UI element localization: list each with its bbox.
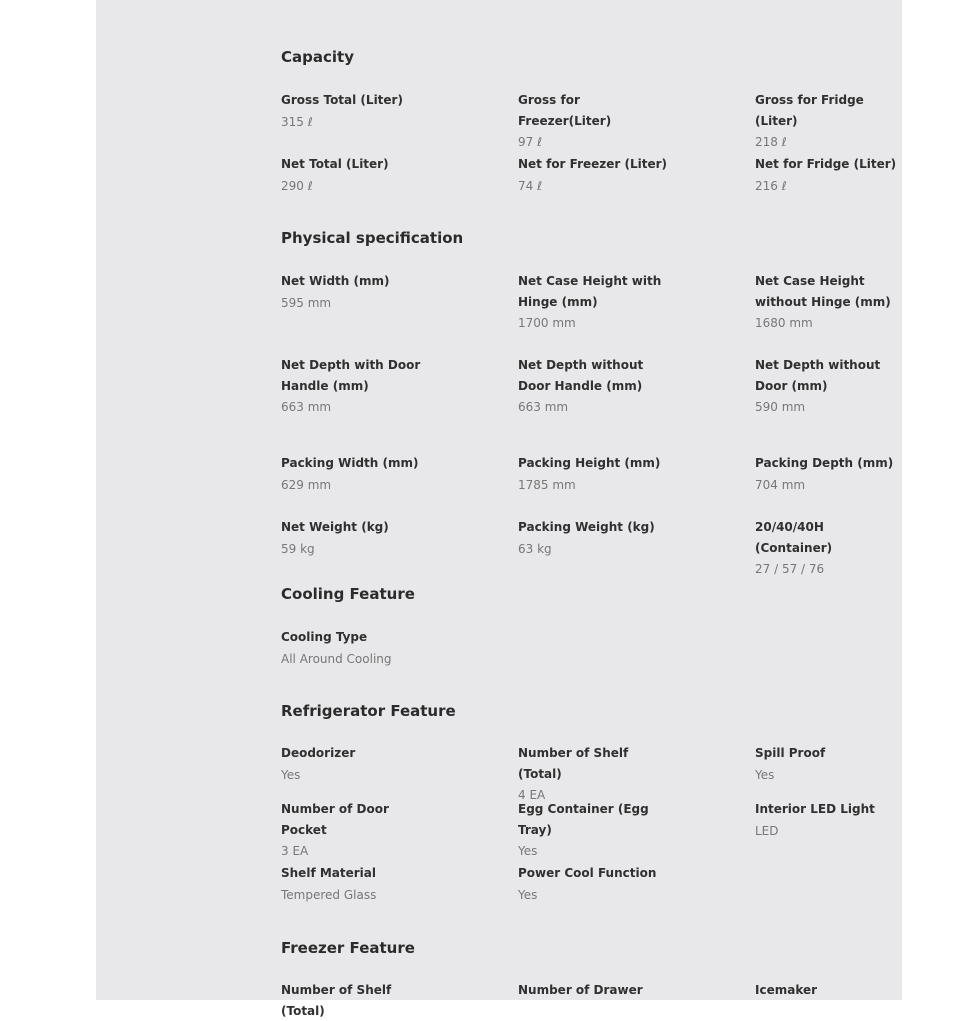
spec-net-case-height-hinge [518, 271, 668, 334]
spec-spill-proof [755, 743, 905, 786]
spec-label: Net Case Height with Hinge (mm) [518, 274, 662, 309]
section-title-freezer: Freezer Feature [281, 939, 415, 957]
spec-net-width [281, 271, 431, 314]
spec-net-depth-no-handle [518, 355, 668, 418]
spec-value: Yes [518, 887, 538, 902]
spec-label: Gross for Fridge (Liter) [755, 93, 864, 128]
spec-net-weight [281, 517, 431, 560]
spec-label: Net Total (Liter) [281, 157, 389, 171]
spec-door-pocket [281, 799, 431, 862]
spec-fridge-shelf-count [518, 743, 668, 806]
spec-label: Net Width (mm) [281, 274, 390, 288]
spec-value: 315 ℓ [281, 114, 313, 129]
spec-value: 27 / 57 / 76 [755, 562, 825, 576]
spec-value: 1680 mm [755, 316, 813, 330]
spec-cooling-type [281, 627, 431, 670]
spec-value: 74 ℓ [518, 178, 543, 193]
spec-label: Net Case Height without Hinge (mm) [755, 274, 891, 309]
spec-label: Packing Width (mm) [281, 456, 419, 470]
spec-packing-depth [755, 453, 905, 496]
spec-value: Yes [281, 767, 301, 782]
spec-value: 97 ℓ [518, 135, 543, 149]
spec-value: 4 EA [518, 788, 546, 802]
spec-label: Gross Total (Liter) [281, 93, 403, 107]
section-title-capacity: Capacity [281, 48, 354, 66]
spec-label: Number of Drawer [518, 983, 643, 997]
spec-egg-container [518, 799, 668, 862]
spec-packing-weight [518, 517, 668, 560]
spec-value: All Around Cooling [281, 651, 392, 666]
spec-gross-fridge [755, 90, 905, 153]
spec-value: 663 mm [281, 400, 332, 414]
spec-label: Number of Shelf (Total) [518, 746, 629, 781]
spec-value: 59 kg [281, 541, 315, 556]
spec-value: 595 mm [281, 295, 332, 310]
spec-label: Deodorizer [281, 746, 356, 760]
spec-net-depth-handle [281, 355, 431, 418]
spec-value: 704 mm [755, 477, 806, 492]
spec-packing-height [518, 453, 668, 496]
spec-power-cool [518, 863, 668, 906]
spec-value: 629 mm [281, 477, 332, 492]
spec-label: Cooling Type [281, 630, 368, 644]
spec-label: Packing Weight (kg) [518, 520, 655, 534]
spec-value: 216 ℓ [755, 178, 787, 193]
spec-label: Gross for Freezer(Liter) [518, 93, 612, 128]
spec-value: Yes [755, 767, 775, 782]
spec-label: Net Weight (kg) [281, 520, 389, 534]
spec-value: LED [755, 823, 779, 838]
spec-packing-width [281, 453, 431, 496]
spec-gross-total [281, 90, 431, 133]
spec-value: 3 EA [281, 844, 309, 858]
spec-icemaker [755, 980, 905, 1001]
spec-label: Shelf Material [281, 866, 376, 880]
spec-value: 1785 mm [518, 477, 576, 492]
spec-interior-light [755, 799, 905, 842]
spec-value: Tempered Glass [281, 887, 377, 902]
spec-label: Power Cool Function [518, 866, 657, 880]
spec-freezer-shelf-count [281, 980, 431, 1021]
spec-freezer-drawer-count [518, 980, 668, 1001]
spec-value: 290 ℓ [281, 178, 313, 193]
section-title-cooling: Cooling Feature [281, 585, 415, 603]
spec-container [755, 517, 905, 580]
spec-label: Net Depth with Door Handle (mm) [281, 358, 421, 393]
spec-net-depth-no-door [755, 355, 905, 418]
spec-value: Yes [518, 844, 538, 858]
spec-net-fridge [755, 154, 905, 197]
spec-label: Net for Freezer (Liter) [518, 157, 668, 171]
spec-value: 218 ℓ [755, 135, 787, 149]
spec-value: 1700 mm [518, 316, 576, 330]
spec-label: Interior LED Light [755, 802, 875, 816]
spec-label: Net Depth without Door (mm) [755, 358, 881, 393]
spec-value: 590 mm [755, 400, 806, 414]
spec-panel [96, 0, 902, 1018]
spec-net-freezer [518, 154, 668, 197]
spec-net-case-height-no-hinge [755, 271, 905, 334]
section-title-physical: Physical specification [281, 229, 464, 247]
spec-net-total [281, 154, 431, 197]
spec-label: Egg Container (Egg Tray) [518, 802, 649, 837]
spec-shelf-material [281, 863, 431, 906]
spec-label: Number of Shelf (Total) [281, 983, 392, 1018]
spec-gross-freezer [518, 90, 668, 153]
spec-label: Number of Door Pocket [281, 802, 389, 837]
spec-deodorizer [281, 743, 431, 786]
spec-label: 20/40/40H (Container) [755, 520, 833, 555]
spec-label: Net for Fridge (Liter) [755, 157, 897, 171]
spec-label: Packing Height (mm) [518, 456, 661, 470]
spec-label: Packing Depth (mm) [755, 456, 894, 470]
spec-label: Net Depth without Door Handle (mm) [518, 358, 644, 393]
spec-value: 663 mm [518, 400, 569, 414]
spec-label: Spill Proof [755, 746, 826, 760]
spec-value: 63 kg [518, 541, 552, 556]
spec-label: Icemaker [755, 983, 818, 997]
section-title-refrigerator: Refrigerator Feature [281, 702, 456, 720]
